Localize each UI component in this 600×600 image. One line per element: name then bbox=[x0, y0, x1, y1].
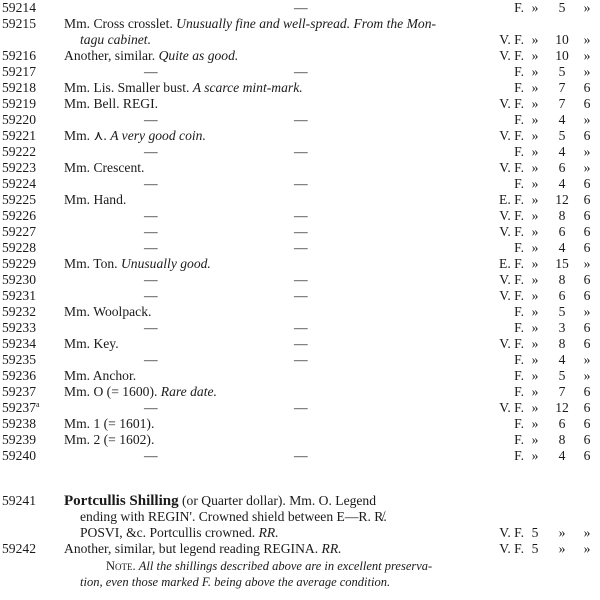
lot-title: Portcullis Shilling bbox=[64, 493, 179, 509]
price-shillings: 4 bbox=[558, 352, 566, 367]
ditto-dash: — bbox=[144, 352, 158, 367]
lot-description-continued bbox=[80, 525, 279, 541]
lot-row bbox=[0, 160, 600, 176]
ditto-dash: — bbox=[144, 272, 158, 287]
lot-description-text: Mm. Ton. bbox=[64, 256, 121, 271]
lot-description-text: POSVI, &c. Portcullis crowned. bbox=[80, 525, 259, 540]
lot-description bbox=[64, 48, 238, 64]
lot-number: 59214 bbox=[2, 0, 36, 15]
grade: V. F. bbox=[499, 128, 524, 143]
price-pounds: 5 bbox=[531, 525, 539, 540]
lot-row bbox=[0, 112, 600, 128]
grade: E. F. bbox=[499, 256, 524, 271]
price-pounds: » bbox=[531, 64, 539, 79]
price-pence: 6 bbox=[583, 448, 591, 463]
price-pence: 6 bbox=[583, 176, 591, 191]
ditto-dash: — bbox=[294, 64, 308, 79]
price-pounds: » bbox=[531, 112, 539, 127]
lot-description-text: Mm. Crescent. bbox=[64, 160, 145, 175]
grade: F. bbox=[514, 64, 524, 79]
price-pounds: » bbox=[531, 256, 539, 271]
price-pence: 6 bbox=[583, 400, 591, 415]
price-shillings: 4 bbox=[558, 240, 566, 255]
ditto-dash: — bbox=[294, 400, 308, 415]
lot-description bbox=[64, 368, 136, 384]
price-pounds: » bbox=[531, 400, 539, 415]
price-pence: » bbox=[583, 256, 591, 271]
price-pence: 6 bbox=[583, 336, 591, 351]
note-body: All the shillings described above are in excellent preserva- bbox=[138, 559, 433, 573]
price-pounds: » bbox=[531, 432, 539, 447]
lot-number: 59225 bbox=[2, 192, 36, 207]
ditto-dash: — bbox=[144, 64, 158, 79]
lot-description bbox=[64, 493, 376, 509]
price-pence: » bbox=[583, 48, 591, 63]
price-pence: 6 bbox=[583, 192, 591, 207]
price-pence: 6 bbox=[583, 272, 591, 287]
lot-number: 59228 bbox=[2, 240, 36, 255]
lot-row-portcullis-line3 bbox=[0, 525, 600, 541]
price-shillings: 15 bbox=[555, 256, 569, 271]
price-pounds: » bbox=[531, 240, 539, 255]
price-pounds: » bbox=[531, 80, 539, 95]
lot-row bbox=[0, 368, 600, 384]
grade: F. bbox=[514, 0, 524, 15]
price-pence: 6 bbox=[583, 384, 591, 399]
price-shillings: » bbox=[558, 525, 566, 540]
lot-row bbox=[0, 304, 600, 320]
lot-comment: Quite as good. bbox=[158, 48, 239, 63]
lot-number: 59235 bbox=[2, 352, 36, 367]
price-pounds: » bbox=[531, 448, 539, 463]
rarity-note: RR. bbox=[258, 525, 279, 540]
lot-number: 59224 bbox=[2, 176, 36, 191]
price-pounds: » bbox=[531, 128, 539, 143]
lot-number: 59221 bbox=[2, 128, 36, 143]
lot-description bbox=[64, 336, 119, 352]
lot-row bbox=[0, 144, 600, 160]
price-pence: 6 bbox=[583, 320, 591, 335]
price-pence: » bbox=[583, 32, 591, 47]
lot-number: 59239 bbox=[2, 432, 36, 447]
lot-number: 59238 bbox=[2, 416, 36, 431]
price-pence: » bbox=[583, 352, 591, 367]
lot-description-text: Mm. Hand. bbox=[64, 192, 127, 207]
price-pounds: » bbox=[531, 224, 539, 239]
lot-number: 59222 bbox=[2, 144, 36, 159]
lot-comment: Unusually fine and well-spread. From the Mon- bbox=[176, 16, 437, 31]
price-shillings: 6 bbox=[558, 224, 566, 239]
lot-row bbox=[0, 320, 600, 336]
lot-row bbox=[0, 256, 600, 272]
ditto-dash: — bbox=[294, 0, 308, 15]
price-pounds: 5 bbox=[531, 541, 539, 556]
lot-number: 59237 bbox=[2, 384, 36, 399]
price-shillings: 5 bbox=[558, 368, 566, 383]
lot-number: 59241 bbox=[2, 493, 36, 508]
ditto-dash: — bbox=[294, 448, 308, 463]
note-text bbox=[80, 574, 390, 590]
price-shillings: 4 bbox=[558, 144, 566, 159]
grade: F. bbox=[514, 352, 524, 367]
lot-number: 59236 bbox=[2, 368, 36, 383]
lot-description-text: Mm. Lis. Smaller bust. bbox=[64, 80, 193, 95]
lot-description bbox=[64, 416, 154, 432]
price-pounds: » bbox=[531, 336, 539, 351]
price-pence: » bbox=[583, 541, 591, 556]
lot-number: 59240 bbox=[2, 448, 36, 463]
grade: F. bbox=[514, 112, 524, 127]
lot-number: 59216 bbox=[2, 48, 36, 63]
lot-number-suffix: a bbox=[35, 400, 40, 409]
lot-row bbox=[0, 64, 600, 80]
price-shillings: 8 bbox=[558, 432, 566, 447]
lot-description-text: Mm. 2 (= 1602). bbox=[64, 432, 155, 447]
ditto-dash: — bbox=[144, 112, 158, 127]
grade: E. F. bbox=[499, 192, 524, 207]
grade: F. bbox=[514, 176, 524, 191]
lot-description bbox=[64, 96, 158, 112]
grade: F. bbox=[514, 448, 524, 463]
lot-number: 59230 bbox=[2, 272, 36, 287]
lot-description bbox=[64, 432, 154, 448]
lot-description bbox=[64, 16, 436, 32]
ditto-dash: — bbox=[144, 320, 158, 335]
price-pounds: » bbox=[531, 288, 539, 303]
grade: V. F. bbox=[499, 272, 524, 287]
price-pence: 6 bbox=[583, 208, 591, 223]
lot-number: 59232 bbox=[2, 304, 36, 319]
lot-description bbox=[64, 128, 206, 144]
price-shillings: 5 bbox=[558, 0, 566, 15]
lot-row bbox=[0, 224, 600, 240]
lot-description-text: Mm. 1 (= 1601). bbox=[64, 416, 155, 431]
lot-description bbox=[64, 160, 144, 176]
lot-description-text: (or Quarter dollar). Mm. O. Legend bbox=[178, 493, 377, 508]
lot-number: 59220 bbox=[2, 112, 36, 127]
note-body: tion, even those marked F. being above the average condition. bbox=[80, 575, 391, 589]
price-shillings: 6 bbox=[558, 288, 566, 303]
lot-comment: A scarce mint-mark. bbox=[192, 80, 303, 95]
grade: V. F. bbox=[499, 525, 524, 540]
lot-number: 59231 bbox=[2, 288, 36, 303]
price-pounds: » bbox=[531, 48, 539, 63]
price-pounds: » bbox=[531, 272, 539, 287]
price-pence: » bbox=[583, 368, 591, 383]
price-shillings: 12 bbox=[555, 400, 569, 415]
price-shillings: 4 bbox=[558, 448, 566, 463]
lot-description bbox=[64, 304, 151, 320]
lot-number: 59237$^a$ bbox=[2, 400, 40, 415]
lot-row-portcullis-line2 bbox=[0, 509, 600, 525]
lot-row bbox=[0, 336, 600, 352]
lot-row bbox=[0, 416, 600, 432]
lot-comment: A very good coin. bbox=[110, 128, 206, 143]
price-pence: » bbox=[583, 112, 591, 127]
lot-description bbox=[64, 192, 126, 208]
ditto-dash: — bbox=[294, 208, 308, 223]
price-shillings: 7 bbox=[558, 96, 566, 111]
grade: V. F. bbox=[499, 208, 524, 223]
lot-row-last bbox=[0, 541, 600, 557]
grade: F. bbox=[514, 416, 524, 431]
ditto-dash: — bbox=[144, 288, 158, 303]
lot-number: 59223 bbox=[2, 160, 36, 175]
grade: V. F. bbox=[499, 541, 524, 556]
grade: F. bbox=[514, 144, 524, 159]
price-pounds: » bbox=[531, 208, 539, 223]
lot-description-text: Mm. Woolpack. bbox=[64, 304, 152, 319]
grade: V. F. bbox=[499, 96, 524, 111]
lot-row bbox=[0, 176, 600, 192]
price-pounds: » bbox=[531, 0, 539, 15]
lot-description-text: Mm. Anchor. bbox=[64, 368, 137, 383]
price-shillings: 4 bbox=[558, 112, 566, 127]
price-shillings: 12 bbox=[555, 192, 569, 207]
price-pence: » bbox=[583, 144, 591, 159]
note-text bbox=[106, 558, 432, 574]
ditto-dash: — bbox=[144, 224, 158, 239]
lot-number: 59215 bbox=[2, 16, 36, 31]
lot-row bbox=[0, 16, 600, 32]
lot-description bbox=[64, 541, 342, 557]
price-pence: 6 bbox=[583, 96, 591, 111]
grade: F. bbox=[514, 432, 524, 447]
lot-description-text: Mm. Key. bbox=[64, 336, 119, 351]
price-pounds: » bbox=[531, 160, 539, 175]
lot-row bbox=[0, 240, 600, 256]
price-shillings: 8 bbox=[558, 336, 566, 351]
ditto-dash: — bbox=[294, 320, 308, 335]
ditto-dash: — bbox=[144, 144, 158, 159]
lot-row bbox=[0, 384, 600, 400]
note-line-1 bbox=[0, 558, 600, 574]
ditto-dash: — bbox=[294, 144, 308, 159]
lot-description-text: Mm. ⋏. bbox=[64, 128, 111, 143]
lot-number: 59242 bbox=[2, 541, 36, 556]
price-shillings: 10 bbox=[555, 32, 569, 47]
lot-row bbox=[0, 288, 600, 304]
price-pence: 6 bbox=[583, 288, 591, 303]
lot-comment: tagu cabinet. bbox=[80, 32, 151, 47]
price-pounds: » bbox=[531, 384, 539, 399]
price-pounds: » bbox=[531, 352, 539, 367]
grade: F. bbox=[514, 320, 524, 335]
lot-description-text: Mm. Cross crosslet. bbox=[64, 16, 177, 31]
ditto-dash: — bbox=[294, 224, 308, 239]
lot-row bbox=[0, 400, 600, 416]
ditto-dash: — bbox=[294, 112, 308, 127]
lot-row bbox=[0, 32, 600, 48]
ditto-dash: — bbox=[144, 400, 158, 415]
price-shillings: 8 bbox=[558, 272, 566, 287]
price-shillings: » bbox=[558, 541, 566, 556]
lot-comment: Unusually good. bbox=[120, 256, 211, 271]
ditto-dash: — bbox=[144, 176, 158, 191]
grade: F. bbox=[514, 304, 524, 319]
lot-row bbox=[0, 192, 600, 208]
lot-description-continued: ending with REGIN'. Crowned shield between E—R. R̸. bbox=[80, 509, 387, 524]
lot-row bbox=[0, 448, 600, 464]
lot-number: 59219 bbox=[2, 96, 36, 111]
price-pence: » bbox=[583, 64, 591, 79]
price-pounds: » bbox=[531, 144, 539, 159]
price-pence: 6 bbox=[583, 128, 591, 143]
price-pence: 6 bbox=[583, 80, 591, 95]
lot-row-portcullis bbox=[0, 493, 600, 509]
grade: V. F. bbox=[499, 48, 524, 63]
price-shillings: 5 bbox=[558, 304, 566, 319]
price-shillings: 6 bbox=[558, 416, 566, 431]
price-pence: » bbox=[583, 160, 591, 175]
lot-row bbox=[0, 128, 600, 144]
ditto-dash: — bbox=[144, 208, 158, 223]
price-pence: » bbox=[583, 0, 591, 15]
lot-description-text: Another, similar, but legend reading REGINA. bbox=[64, 541, 322, 556]
price-shillings: 6 bbox=[558, 160, 566, 175]
price-pence: 6 bbox=[583, 224, 591, 239]
ditto-dash: — bbox=[294, 288, 308, 303]
grade: V. F. bbox=[499, 336, 524, 351]
ditto-dash: — bbox=[294, 336, 308, 351]
price-pounds: » bbox=[531, 304, 539, 319]
lot-row bbox=[0, 48, 600, 64]
price-pence: 6 bbox=[583, 416, 591, 431]
rarity-note: RR. bbox=[321, 541, 342, 556]
lot-number: 59217 bbox=[2, 64, 36, 79]
price-pence: 6 bbox=[583, 240, 591, 255]
lot-comment: Rare date. bbox=[160, 384, 217, 399]
lot-description bbox=[64, 80, 303, 96]
price-pounds: » bbox=[531, 32, 539, 47]
grade: F. bbox=[514, 240, 524, 255]
price-shillings: 5 bbox=[558, 64, 566, 79]
lot-row bbox=[0, 432, 600, 448]
grade: V. F. bbox=[499, 32, 524, 47]
ditto-dash: — bbox=[144, 448, 158, 463]
price-shillings: 8 bbox=[558, 208, 566, 223]
note-line-2 bbox=[0, 574, 600, 590]
grade: F. bbox=[514, 368, 524, 383]
lot-description bbox=[64, 256, 211, 272]
lot-number: 59226 bbox=[2, 208, 36, 223]
grade: V. F. bbox=[499, 288, 524, 303]
price-pounds: » bbox=[531, 416, 539, 431]
lot-row bbox=[0, 96, 600, 112]
lot-row bbox=[0, 208, 600, 224]
lot-number: 59227 bbox=[2, 224, 36, 239]
lot-description bbox=[64, 384, 217, 400]
price-pounds: » bbox=[531, 176, 539, 191]
ditto-dash: — bbox=[294, 176, 308, 191]
lot-row bbox=[0, 272, 600, 288]
lot-description-text: Mm. Bell. REGI. bbox=[64, 96, 159, 111]
price-shillings: 7 bbox=[558, 80, 566, 95]
lot-description-text: Another, similar. bbox=[64, 48, 159, 63]
lot-number: 59218 bbox=[2, 80, 36, 95]
price-pounds: » bbox=[531, 320, 539, 335]
lot-description-continued bbox=[80, 32, 151, 48]
ditto-dash: — bbox=[144, 240, 158, 255]
grade: F. bbox=[514, 384, 524, 399]
grade: V. F. bbox=[499, 224, 524, 239]
grade: F. bbox=[514, 80, 524, 95]
price-pounds: » bbox=[531, 368, 539, 383]
price-shillings: 5 bbox=[558, 128, 566, 143]
lot-row bbox=[0, 0, 600, 16]
ditto-dash: — bbox=[294, 240, 308, 255]
ditto-dash: — bbox=[294, 352, 308, 367]
grade: V. F. bbox=[499, 160, 524, 175]
price-shillings: 3 bbox=[558, 320, 566, 335]
ditto-dash: — bbox=[294, 272, 308, 287]
grade: V. F. bbox=[499, 400, 524, 415]
lot-number: 59233 bbox=[2, 320, 36, 335]
note-label: Note. bbox=[106, 559, 136, 573]
lot-description-text: Mm. O (= 1600). bbox=[64, 384, 161, 399]
price-pounds: » bbox=[531, 192, 539, 207]
price-pounds: » bbox=[531, 96, 539, 111]
price-shillings: 10 bbox=[555, 48, 569, 63]
price-pence: 6 bbox=[583, 432, 591, 447]
lot-row bbox=[0, 352, 600, 368]
price-pence: » bbox=[583, 304, 591, 319]
lot-row bbox=[0, 80, 600, 96]
lot-number: 59234 bbox=[2, 336, 36, 351]
price-shillings: 4 bbox=[558, 176, 566, 191]
price-pence: » bbox=[583, 525, 591, 540]
lot-number: 59229 bbox=[2, 256, 36, 271]
price-shillings: 7 bbox=[558, 384, 566, 399]
